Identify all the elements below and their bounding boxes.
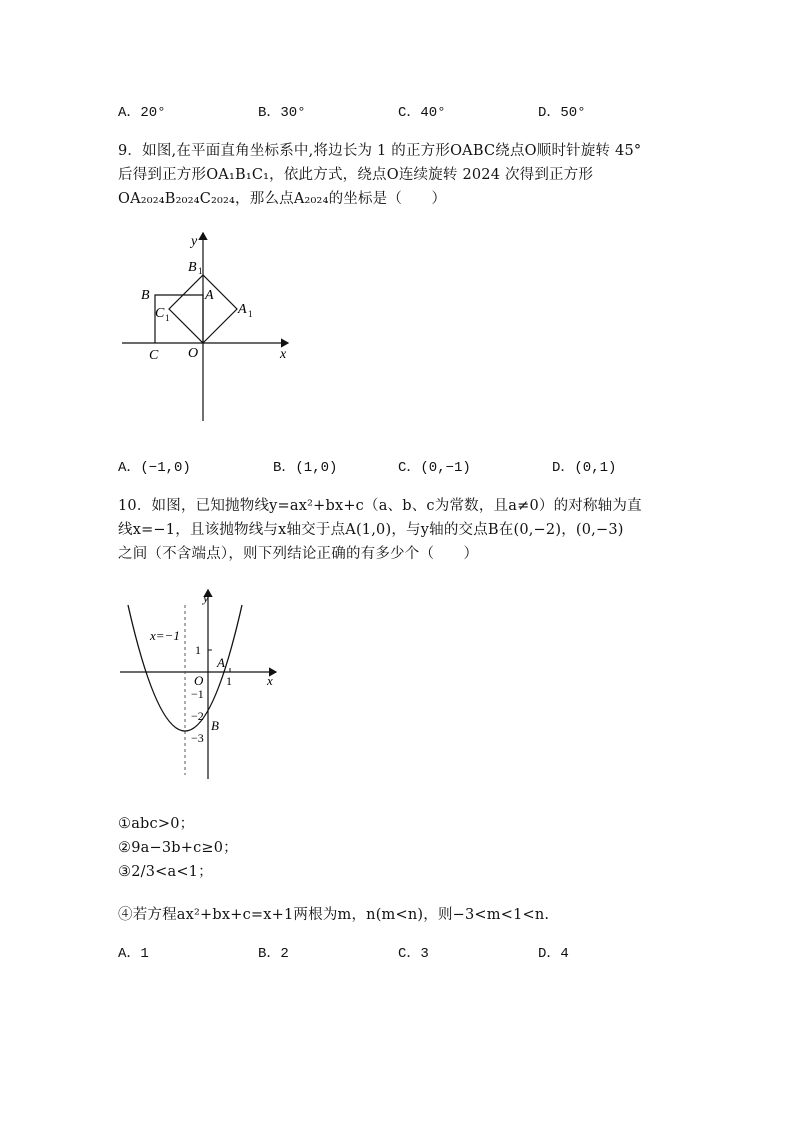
q9-label-x: x (280, 347, 287, 362)
q9-label-a1: A (238, 302, 247, 317)
q9-label-c1: C (155, 306, 165, 321)
q10-figure (118, 585, 293, 785)
q9-line3: OA₂₀₂₄B₂₀₂₄C₂₀₂₄，那么点A₂₀₂₄的坐标是（ ） (118, 191, 447, 207)
q9-label-a: A (205, 288, 214, 303)
q10-line2: 线x=−1，且该抛物线与x轴交于点A(1,0)，与y轴的交点B在(0,−2)，(0,−3) (118, 522, 624, 538)
q8-option-c: C．40° (398, 105, 446, 121)
q9-label-b1-sub: 1 (198, 266, 203, 276)
q10-label-m3: −3 (191, 731, 204, 745)
q10-label-b: B (211, 718, 219, 733)
q10-label-o: O (194, 673, 204, 688)
q10-option-b: B．2 (258, 946, 289, 962)
q9-option-c: C．(0,−1) (398, 460, 471, 476)
q9-label-a1-sub: 1 (248, 309, 253, 319)
q9-line2: 后得到正方形OA₁B₁C₁，依此方式，绕点O连续旋转 2024 次得到正方形 (118, 167, 594, 183)
q9-option-b: B．(1,0) (273, 460, 338, 476)
q8-option-d: D．50° (538, 105, 586, 121)
q10-label-a: A (217, 655, 225, 670)
q9-figure (118, 225, 298, 425)
q10-label-1y: 1 (195, 643, 201, 657)
q9-label-b: B (141, 288, 150, 303)
q9-line1: 9．如图,在平面直角坐标系中,将边长为 1 的正方形OABC绕点O顺时针旋转 45° (118, 143, 642, 159)
q10-option-d: D．4 (538, 946, 569, 962)
q10-label-y: y (203, 590, 209, 605)
q9-option-a: A．(−1,0) (118, 460, 191, 476)
q10-line1: 10．如图，已知抛物线y=ax²+bx+c（a、b、c为常数，且a≠0）的对称轴为直 (118, 498, 642, 514)
q9-label-c1-sub: 1 (165, 313, 170, 323)
q9-option-d: D．(0,1) (552, 460, 617, 476)
q10-label-1x: 1 (226, 674, 232, 688)
q8-option-b: B．30° (258, 105, 306, 121)
q10-statement-2: ②9a−3b+c≥0； (118, 840, 238, 856)
q10-statement-4: ④若方程ax²+bx+c=x+1两根为m，n(m<n)，则−3<m<1<n. (118, 907, 550, 923)
q10-line3: 之间（不含端点），则下列结论正确的有多少个（ ） (118, 546, 479, 562)
q10-label-m1: −1 (191, 687, 204, 701)
q10-label-m2: −2 (191, 709, 204, 723)
q9-label-c: C (149, 348, 159, 363)
q9-label-o: O (188, 346, 199, 361)
q10-label-x: x (267, 673, 273, 688)
q10-option-c: C．3 (398, 946, 429, 962)
q9-label-b1: B (188, 260, 197, 275)
q10-statement-1: ①abc>0； (118, 816, 195, 832)
q10-statement-3: ③2/3<a<1； (118, 864, 213, 880)
q8-option-a: A．20° (118, 105, 166, 121)
q10-label-axis: x=−1 (150, 628, 180, 643)
q9-label-y: y (191, 234, 198, 249)
q10-option-a: A．1 (118, 946, 149, 962)
